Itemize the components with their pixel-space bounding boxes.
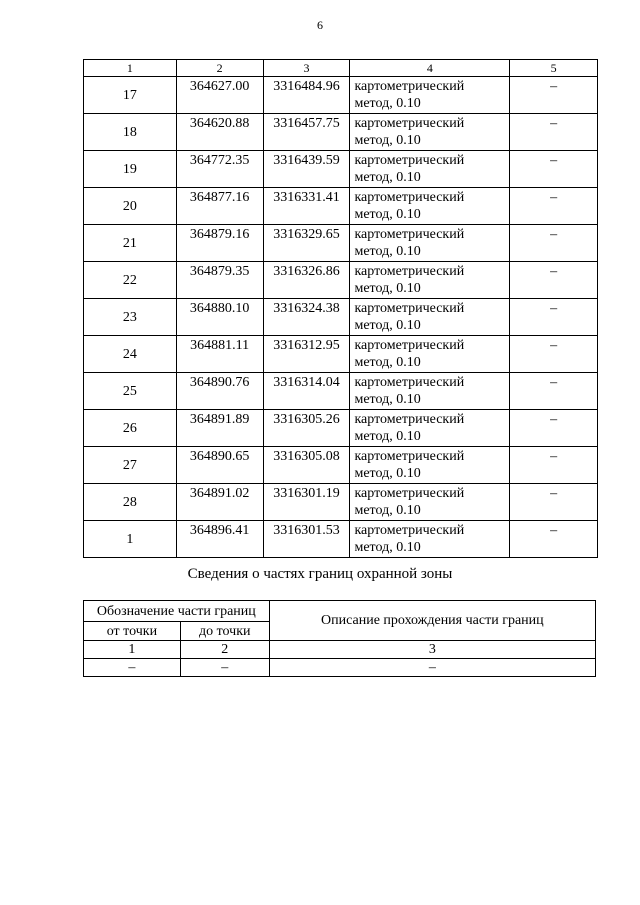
cell-method (350, 188, 510, 225)
method-accuracy: метод, 0.10 (354, 170, 421, 185)
cell-method (350, 262, 510, 299)
column-number: 2 (176, 60, 263, 77)
cell-method (350, 521, 510, 558)
cell-point-number: 22 (84, 262, 177, 299)
cell-point-number: 21 (84, 225, 177, 262)
method-line: картометрический (354, 153, 465, 168)
table-row (84, 151, 598, 188)
cell-x-coordinate: 364880.10 (176, 299, 263, 336)
method-line: картометрический (354, 523, 465, 538)
table-row (84, 299, 598, 336)
column-number: 3 (269, 641, 595, 659)
cell-from-point: – (84, 659, 181, 677)
method-line: картометрический (354, 190, 465, 205)
column-number: 4 (350, 60, 510, 77)
cell-y-coordinate: 3316326.86 (263, 262, 350, 299)
table-row (84, 262, 598, 299)
cell-y-coordinate: 3316314.04 (263, 373, 350, 410)
column-number: 3 (263, 60, 350, 77)
method-accuracy: метод, 0.10 (354, 133, 421, 148)
method-line: картометрический (354, 79, 465, 94)
header-to-point: до точки (180, 622, 269, 641)
cell-point-number: 28 (84, 484, 177, 521)
cell-note: – (510, 225, 598, 262)
cell-point-number: 25 (84, 373, 177, 410)
cell-to-point: – (180, 659, 269, 677)
cell-x-coordinate: 364891.89 (176, 410, 263, 447)
method-accuracy: метод, 0.10 (354, 281, 421, 296)
cell-method (350, 447, 510, 484)
method-accuracy: метод, 0.10 (354, 96, 421, 111)
cell-note: – (510, 484, 598, 521)
cell-x-coordinate: 364772.35 (176, 151, 263, 188)
cell-method (350, 225, 510, 262)
header-boundary-description: Описание прохождения части границ (269, 601, 595, 641)
page-number: 6 (317, 18, 323, 32)
table-row (84, 188, 598, 225)
method-accuracy: метод, 0.10 (354, 355, 421, 370)
method-accuracy: метод, 0.10 (354, 503, 421, 518)
cell-method (350, 336, 510, 373)
cell-method (350, 410, 510, 447)
cell-point-number: 1 (84, 521, 177, 558)
cell-method (350, 151, 510, 188)
method-accuracy: метод, 0.10 (354, 207, 421, 222)
method-line: картометрический (354, 227, 465, 242)
boundary-parts-table (83, 600, 596, 677)
cell-x-coordinate: 364620.88 (176, 114, 263, 151)
cell-x-coordinate: 364879.35 (176, 262, 263, 299)
column-number: 1 (84, 60, 177, 77)
cell-y-coordinate: 3316439.59 (263, 151, 350, 188)
cell-note: – (510, 299, 598, 336)
cell-note: – (510, 77, 598, 114)
coordinates-table (83, 59, 598, 558)
cell-point-number: 18 (84, 114, 177, 151)
cell-x-coordinate: 364879.16 (176, 225, 263, 262)
column-number: 5 (510, 60, 598, 77)
table-header-row (84, 641, 596, 659)
method-line: картометрический (354, 301, 465, 316)
cell-point-number: 23 (84, 299, 177, 336)
cell-point-number: 19 (84, 151, 177, 188)
cell-x-coordinate: 364890.76 (176, 373, 263, 410)
cell-y-coordinate: 3316457.75 (263, 114, 350, 151)
cell-point-number: 27 (84, 447, 177, 484)
cell-y-coordinate: 3316329.65 (263, 225, 350, 262)
table-header-row (84, 601, 596, 622)
table-row (84, 77, 598, 114)
cell-note: – (510, 336, 598, 373)
method-line: картометрический (354, 449, 465, 464)
cell-y-coordinate: 3316305.08 (263, 447, 350, 484)
table-row (84, 336, 598, 373)
cell-note: – (510, 410, 598, 447)
cell-point-number: 24 (84, 336, 177, 373)
method-accuracy: метод, 0.10 (354, 540, 421, 555)
cell-x-coordinate: 364896.41 (176, 521, 263, 558)
table-row (84, 484, 598, 521)
table-row (84, 447, 598, 484)
cell-method (350, 114, 510, 151)
cell-x-coordinate: 364881.11 (176, 336, 263, 373)
table-row (84, 410, 598, 447)
method-accuracy: метод, 0.10 (354, 429, 421, 444)
table-row (84, 225, 598, 262)
cell-note: – (510, 373, 598, 410)
method-line: картометрический (354, 116, 465, 131)
column-number: 2 (180, 641, 269, 659)
cell-note: – (510, 188, 598, 225)
method-line: картометрический (354, 375, 465, 390)
method-line: картометрический (354, 412, 465, 427)
cell-method (350, 484, 510, 521)
table-row (84, 373, 598, 410)
cell-y-coordinate: 3316331.41 (263, 188, 350, 225)
table-row (84, 114, 598, 151)
cell-note: – (510, 151, 598, 188)
method-accuracy: метод, 0.10 (354, 318, 421, 333)
method-line: картометрический (354, 264, 465, 279)
cell-point-number: 20 (84, 188, 177, 225)
cell-note: – (510, 447, 598, 484)
cell-method (350, 77, 510, 114)
method-accuracy: метод, 0.10 (354, 392, 421, 407)
cell-x-coordinate: 364890.65 (176, 447, 263, 484)
cell-y-coordinate: 3316305.26 (263, 410, 350, 447)
section-title: Сведения о частях границ охранной зоны (187, 566, 453, 582)
method-line: картометрический (354, 486, 465, 501)
table-header-row (84, 60, 598, 77)
method-accuracy: метод, 0.10 (354, 466, 421, 481)
cell-y-coordinate: 3316301.53 (263, 521, 350, 558)
cell-note: – (510, 521, 598, 558)
cell-method (350, 299, 510, 336)
cell-point-number: 17 (84, 77, 177, 114)
table-row (84, 521, 598, 558)
cell-y-coordinate: 3316312.95 (263, 336, 350, 373)
header-boundary-part-designation: Обозначение части границ (84, 601, 270, 622)
cell-point-number: 26 (84, 410, 177, 447)
method-accuracy: метод, 0.10 (354, 244, 421, 259)
cell-y-coordinate: 3316324.38 (263, 299, 350, 336)
cell-x-coordinate: 364877.16 (176, 188, 263, 225)
column-number: 1 (84, 641, 181, 659)
table-row (84, 659, 596, 677)
cell-note: – (510, 262, 598, 299)
header-from-point: от точки (84, 622, 181, 641)
cell-x-coordinate: 364891.02 (176, 484, 263, 521)
cell-note: – (510, 114, 598, 151)
cell-y-coordinate: 3316484.96 (263, 77, 350, 114)
cell-x-coordinate: 364627.00 (176, 77, 263, 114)
cell-y-coordinate: 3316301.19 (263, 484, 350, 521)
cell-description: – (269, 659, 595, 677)
method-line: картометрический (354, 338, 465, 353)
cell-method (350, 373, 510, 410)
